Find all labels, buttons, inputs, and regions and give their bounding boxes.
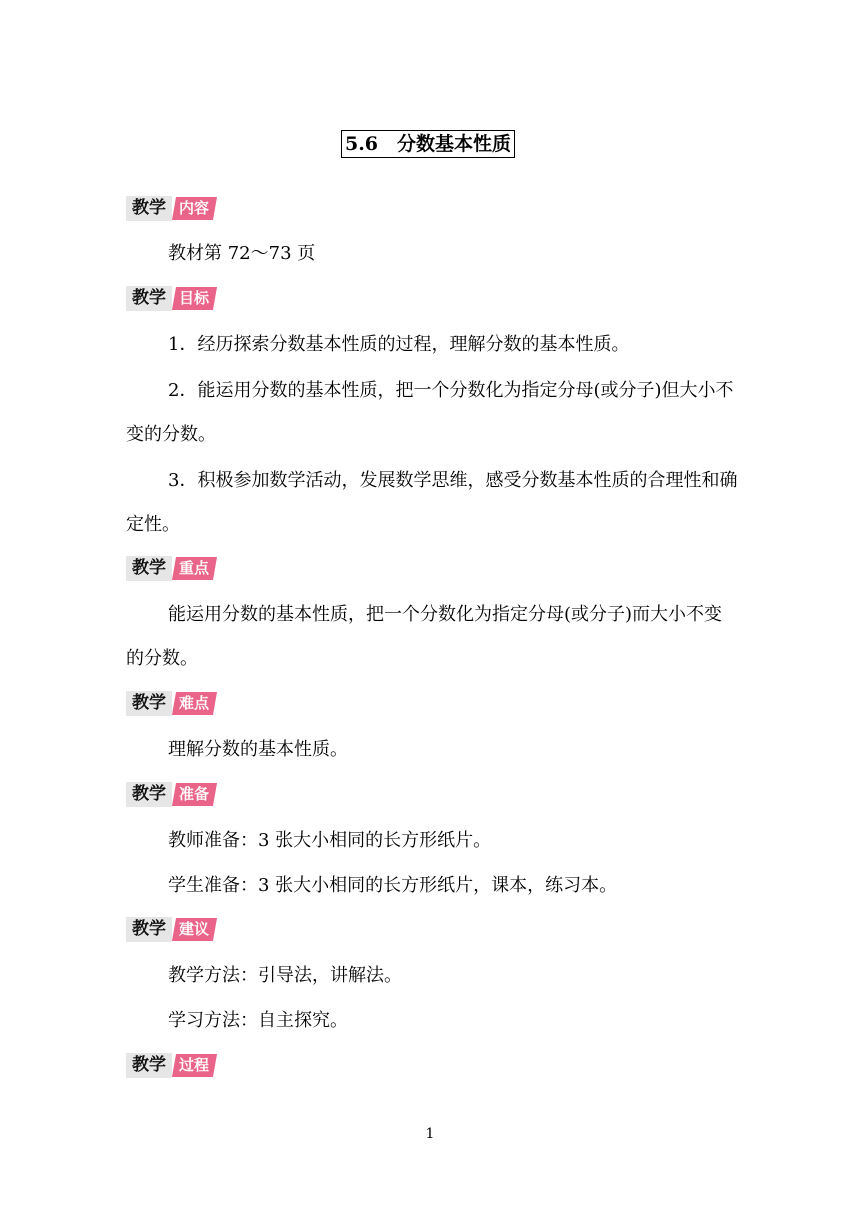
badge-tag: 建议 (179, 920, 210, 938)
section-badge-key-points (126, 555, 215, 582)
badge-label: 教学 (126, 196, 172, 221)
section-badge-suggestions (126, 916, 215, 943)
paragraph: 学生准备：3 张大小相同的长方形纸片，课本，练习本。 (168, 875, 618, 896)
badge-tag: 难点 (179, 694, 210, 712)
badge-label: 教学 (126, 691, 172, 716)
paragraph: 理解分数的基本性质。 (168, 739, 348, 760)
paragraph: 学习方法：自主探究。 (168, 1010, 348, 1031)
paragraph: 3．积极参加数学活动，发展数学思维，感受分数基本性质的合理性和确定性。 (126, 470, 738, 535)
badge-label: 教学 (126, 917, 172, 942)
paragraph: 能运用分数的基本性质，把一个分数化为指定分母(或分子)而大小不变的分数。 (126, 604, 723, 669)
badge-tag: 目标 (179, 289, 210, 307)
section-badge-difficulties (126, 690, 215, 717)
section-badge-preparation (126, 781, 215, 808)
paragraph: 教材第 72～73 页 (168, 243, 316, 264)
badge-label: 教学 (126, 782, 172, 807)
badge-tag: 重点 (179, 559, 210, 577)
paragraph: 教师准备：3 张大小相同的长方形纸片。 (168, 830, 492, 851)
badge-tag: 内容 (179, 199, 210, 217)
page-title: 5.6 分数基本性质 (341, 130, 515, 158)
badge-tag: 过程 (179, 1056, 210, 1074)
paragraph: 2．能运用分数的基本性质，把一个分数化为指定分母(或分子)但大小不变的分数。 (126, 380, 734, 445)
badge-label: 教学 (126, 286, 172, 311)
section-badge-process (126, 1052, 215, 1079)
page-number: 1 (425, 1126, 435, 1142)
paragraph: 教学方法：引导法，讲解法。 (168, 965, 402, 986)
paragraph: 1．经历探索分数基本性质的过程，理解分数的基本性质。 (168, 334, 630, 355)
badge-tag: 准备 (179, 785, 210, 803)
section-badge-content (126, 195, 215, 222)
badge-label: 教学 (126, 556, 172, 581)
section-badge-goals (126, 285, 215, 312)
badge-label: 教学 (126, 1053, 172, 1078)
